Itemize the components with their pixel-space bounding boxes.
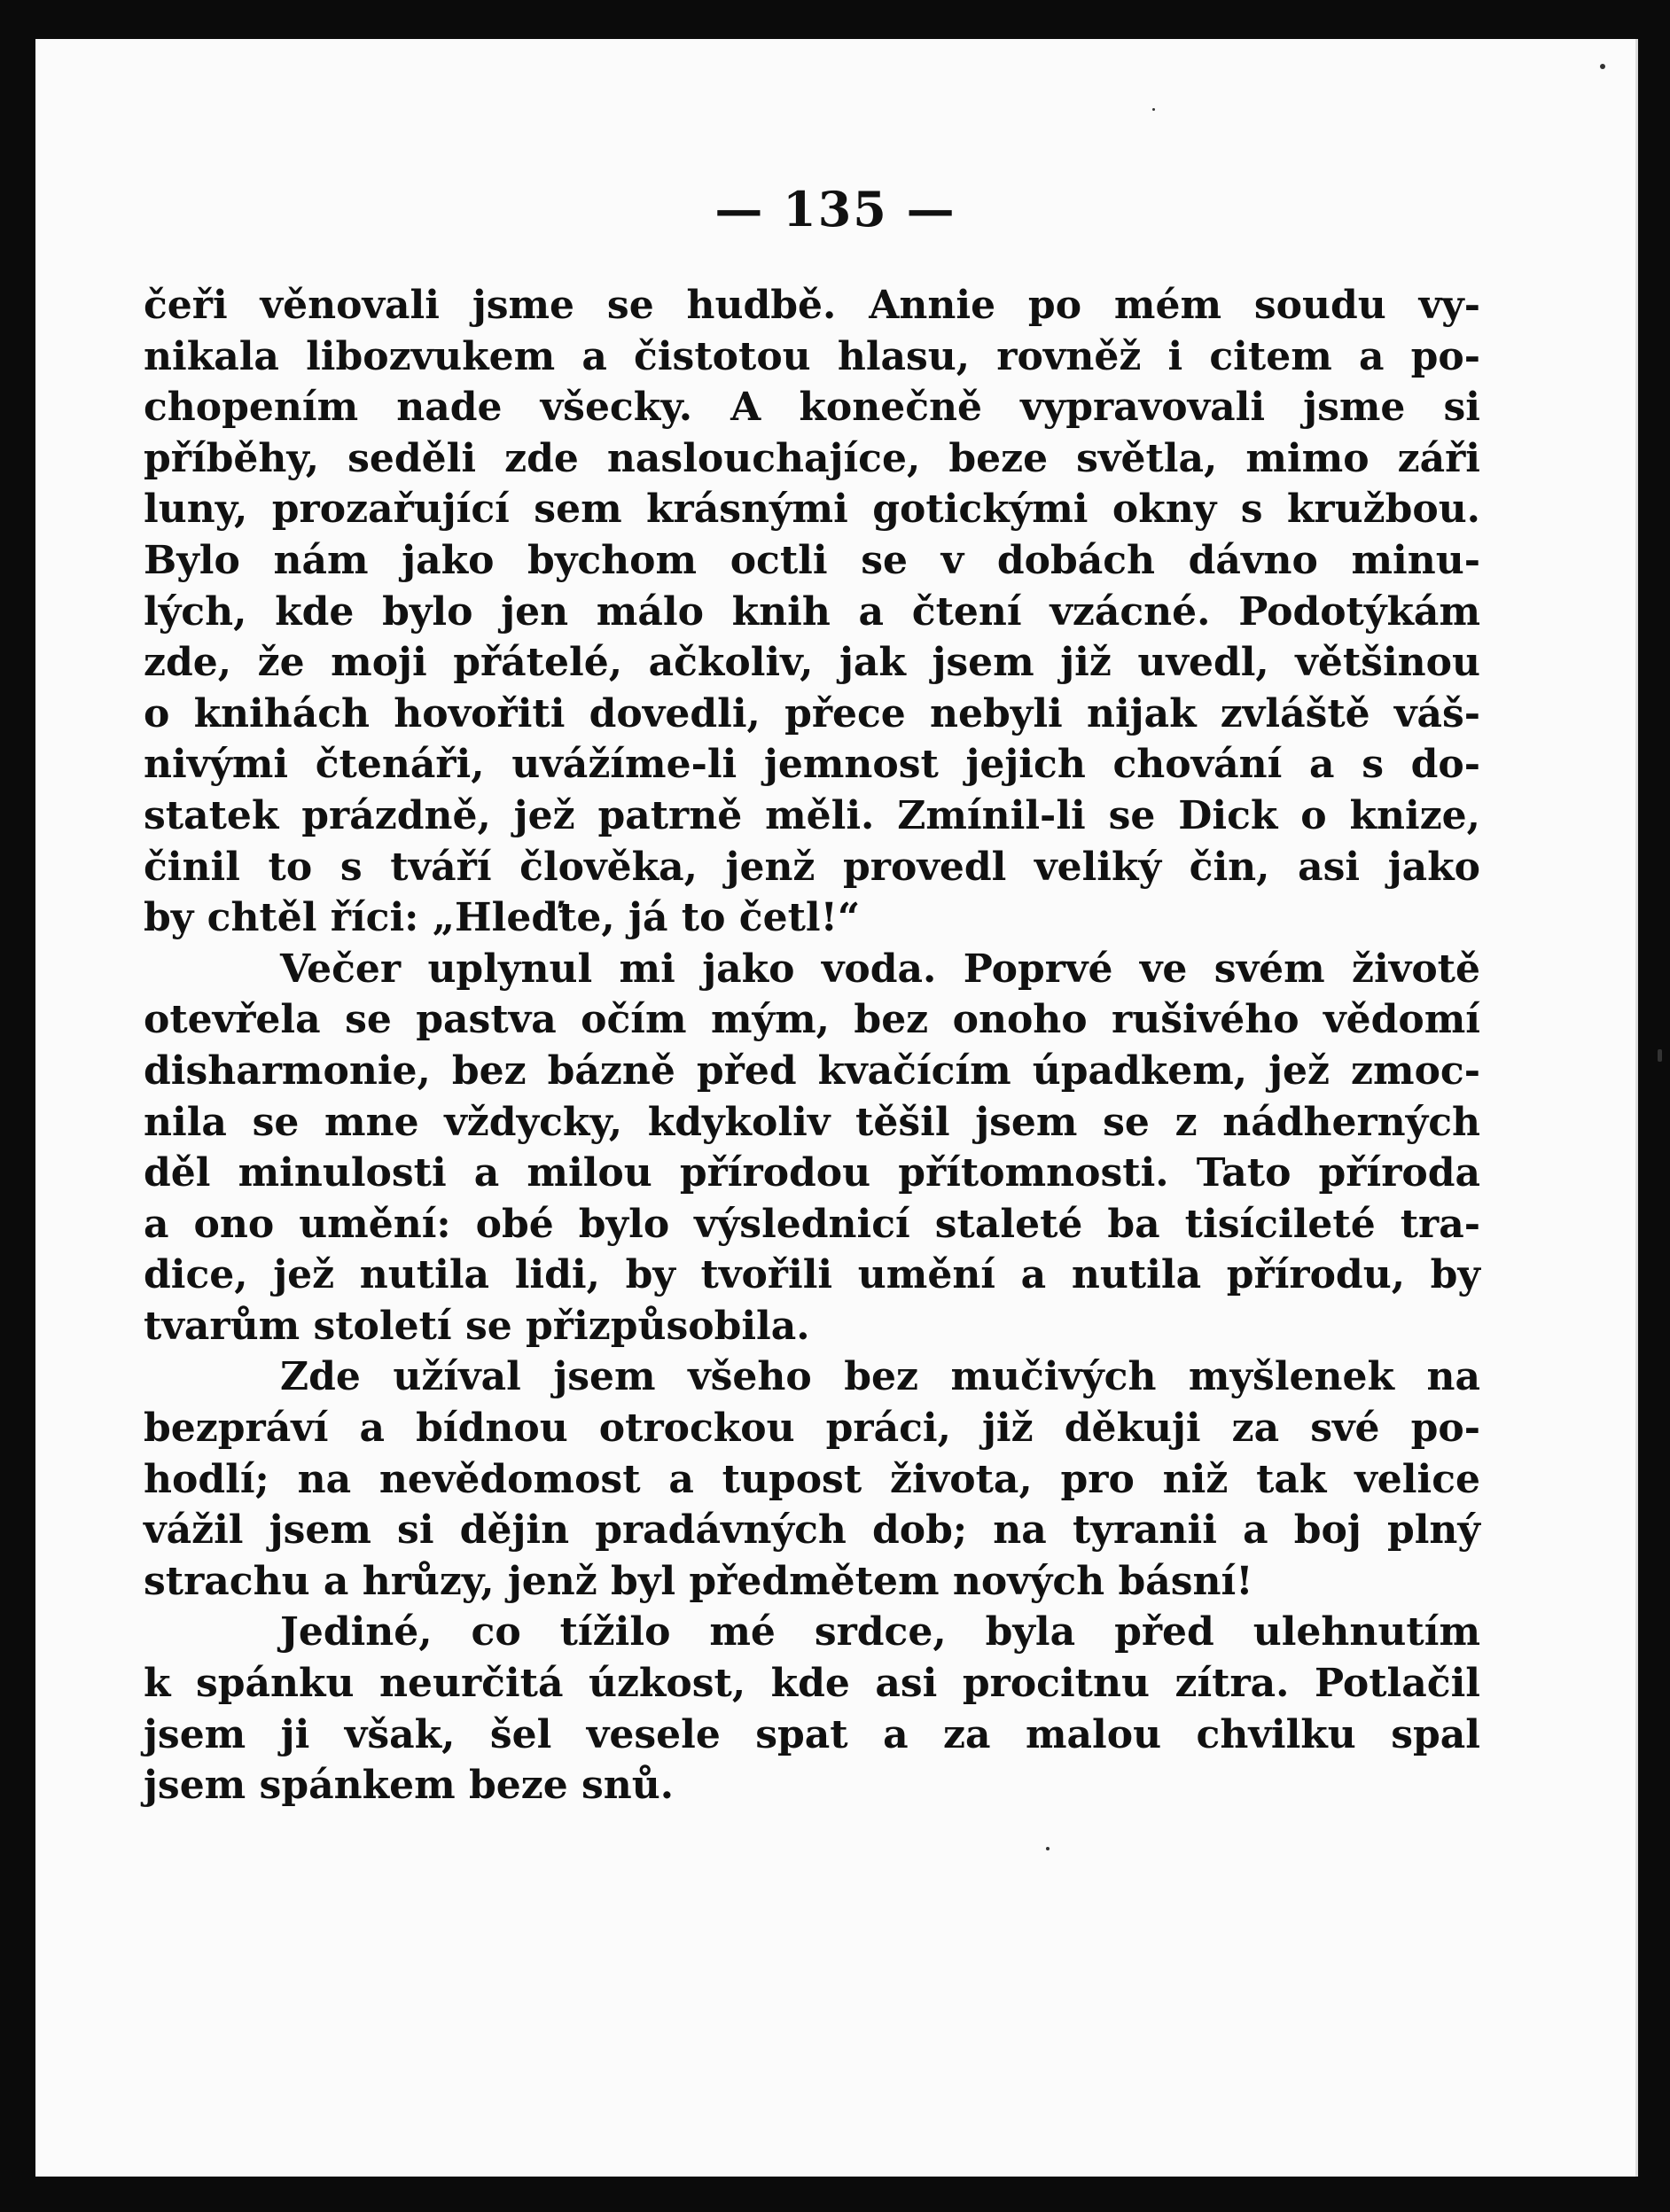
scan-speck: [1658, 1049, 1662, 1062]
text-line: luny, prozařující sem krásnými gotickými okny s kružbou.: [144, 487, 1480, 533]
text-line: jsem ji však, šel vesele spat a za malou chvilku spal: [144, 1711, 1480, 1757]
page-number: — 135 —: [714, 181, 956, 238]
text-line: činil to s tváří člověka, jenž provedl veliký čin, asi jako: [144, 844, 1480, 890]
text-line: děl minulosti a milou přírodou přítomnosti. Tato příroda: [144, 1150, 1480, 1196]
text-line: Zde užíval jsem všeho bez mučivých myšlenek na: [280, 1354, 1480, 1400]
text-line: nikala libozvukem a čistotou hlasu, rovněž i citem a po-: [144, 333, 1480, 379]
text-line: Večer uplynul mi jako voda. Poprvé ve svém životě: [280, 946, 1480, 992]
text-line: otevřela se pastva očím mým, bez onoho rušivého vědomí: [144, 997, 1480, 1043]
text-line: jsem spánkem beze snů.: [144, 1763, 675, 1809]
scan-speck: [1152, 108, 1155, 111]
text-line: vážil jsem si dějin pradávných dob; na tyranii a boj plný: [144, 1507, 1480, 1554]
text-line: nivými čtenáři, uvážíme-li jemnost jejich chování a s do-: [144, 742, 1480, 788]
text-line: Bylo nám jako bychom octli se v dobách dávno minu-: [144, 537, 1480, 583]
text-line: hodlí; na nevědomost a tupost života, pro niž tak velice: [144, 1456, 1480, 1502]
text-line: bezpráví a bídnou otrockou práci, již děkuji za své po-: [144, 1406, 1480, 1452]
scan-speck: [1600, 64, 1605, 69]
text-line: k spánku neurčitá úzkost, kde asi procitnu zítra. Potlačil: [144, 1661, 1480, 1707]
text-line: Jediné, co tížilo mé srdce, byla před ulehnutím: [280, 1609, 1480, 1655]
text-line: příběhy, seděli zde naslouchajíce, beze světla, mimo záři: [144, 435, 1480, 481]
body-text: [144, 280, 1480, 1811]
text-line: chopením nade všecky. A konečně vypravovali jsme si: [144, 385, 1480, 431]
text-line: by chtěl říci: „Hleďte, já to četl!“: [144, 895, 861, 941]
text-line: a ono umění: obé bylo výslednicí staleté ba tisícileté tra-: [144, 1201, 1480, 1247]
text-line: o knihách hovořiti dovedli, přece nebyli nijak zvláště váš-: [144, 690, 1480, 736]
text-line: lých, kde bylo jen málo knih a čtení vzácné. Podotýkám: [144, 588, 1480, 635]
scan-speck: [1046, 1847, 1050, 1850]
text-line: strachu a hrůzy, jenž byl předmětem nových básní!: [144, 1558, 1253, 1604]
page-sheet: [35, 39, 1638, 2177]
text-line: dice, jež nutila lidi, by tvořili umění a nutila přírodu, by: [144, 1252, 1480, 1298]
text-line: nila se mne vždycky, kdykoliv těšil jsem se z nádherných: [144, 1099, 1480, 1145]
text-line: čeři věnovali jsme se hudbě. Annie po mém soudu vy-: [144, 283, 1480, 328]
text-line: statek prázdně, jež patrně měli. Zmínil-li se Dick o knize,: [144, 792, 1480, 838]
text-line: tvarům století se přizpůsobila.: [144, 1303, 810, 1349]
text-line: zde, že moji přátelé, ačkoliv, jak jsem již uvedl, většinou: [144, 640, 1480, 686]
text-line: disharmonie, bez bázně před kvačícím úpadkem, jež zmoc-: [144, 1048, 1480, 1094]
